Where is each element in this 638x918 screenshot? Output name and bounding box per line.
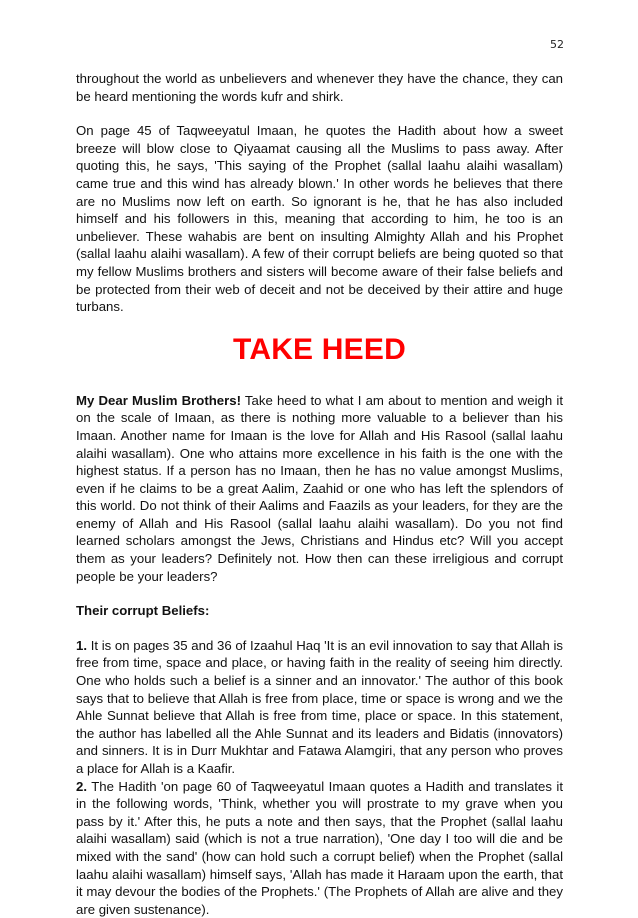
paragraph-lead-bold: My Dear Muslim Brothers!	[76, 392, 241, 408]
paragraph-take-heed	[76, 392, 563, 586]
paragraph-taqweeyatul-imaan: On page 45 of Taqweeyatul Imaan, he quotes the Hadith about how a sweet breeze will blow close to Qiyaamat causing all the Muslims to pass away. After quoting this, he says, 'This saying of the Prophet (sallal laahu alaihi wasallam) came true and this wind has already blown.' In other words he believes that there are no Muslims now left on earth. So ignorant is he, that he has also included himself and his followers in this, meaning that according to him, he too is an unbeliever. These wahabis are bent on insulting Almighty Allah and his Prophet (sallal laahu alaihi wasallam). A few of their corrupt beliefs are being quoted so that my fellow Muslims brothers and sisters will become aware of their false beliefs and be protected from their web of deceit and not be deceived by their attire and huge turbans.	[76, 123, 563, 315]
list-item-1	[76, 637, 563, 778]
section-heading: TAKE HEED	[233, 332, 406, 366]
page-number: 52	[550, 38, 564, 51]
subheading-corrupt-beliefs: Their corrupt Beliefs:	[76, 603, 210, 619]
list-item-number: 2.	[76, 778, 87, 794]
paragraph-take-heed-body: Take heed to what I am about to mention and weigh it on the scale of Imaan, as there is nothing more valuable to a believer than his Imaan. Another name for Imaan is the love for Allah and His Rasool (sallal laahu alaihi wasallam). One who attains more excellence in his faith is the one with the highest status. If a person has no Imaan, then he has no value amongst Muslims, even if he claims to be a great Aalim, Zaahid or one who has left the splendors of this world. Do not think of their Aalims and Faazils as your leaders, for they are the enemy of Allah and His Rasool (sallal laahu alaihi wasallam). Do you not find learned scholars amongst the Jews, Christians and Hindus etc? Will you accept them as your leaders? Definitely not. How then can these irreligious and corrupt people be your leaders?	[76, 392, 563, 584]
page-content	[76, 70, 563, 918]
paragraph-intro: throughout the world as unbelievers and whenever they have the chance, they can be heard mentioning the words kufr and shirk.	[76, 71, 563, 104]
list-item-2	[76, 778, 563, 918]
list-item-number: 1.	[76, 637, 87, 653]
list-item-text: It is on pages 35 and 36 of Izaahul Haq 'It is an evil innovation to say that Allah is free from time, space and place, or having faith in the reality of seeing him directly. One who holds such a belief is a sinner and an innovator.' The author of this book says that to believe that Allah is free from place, time or space is wrong and we the Ahle Sunnat believe that Allah is free from time, place or space. In this statement, the author has labelled all the Ahle Sunnat and its leaders and Bidatis (innovators) and sinners. It is in Durr Mukhtar and Fatawa Alamgiri, that any person who proves a place for Allah is a Kaafir.	[76, 637, 563, 776]
list-item-text: The Hadith 'on page 60 of Taqweeyatul Imaan quotes a Hadith and translates it in the following words, 'Think, whether you will prostrate to my grave when you pass by it.' After this, he puts a note and then says, that the Prophet (sallal laahu alaihi wasallam) said (which is not a true narration), 'One day I too will die and be mixed with the sand' (how can hold such a corrupt belief) when the Prophet (sallal laahu alaihi wasallam) himself says, 'Allah has made it Haraam upon the earth, that it may devour the bodies of the Prophets.' (The Prophets of Allah are alive and they are given sustenance).	[76, 778, 563, 917]
